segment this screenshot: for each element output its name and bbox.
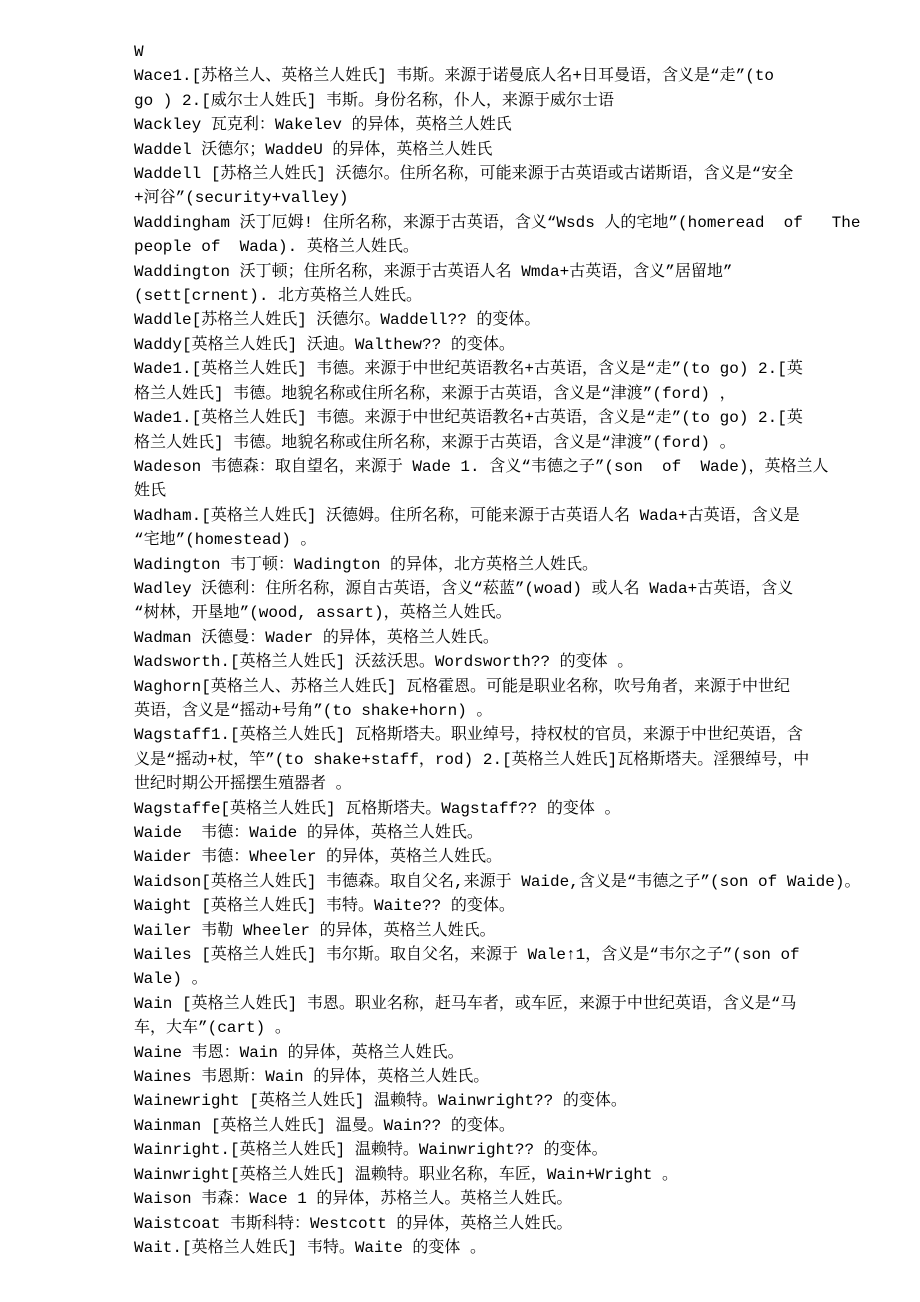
text-line: Wackley 瓦克利：Wakelev 的异体，英格兰人姓氏 bbox=[134, 116, 512, 135]
text-line: “树林，开垦地”(wood, assart)，英格兰人姓氏。 bbox=[134, 604, 512, 623]
text-line: Wale) 。 bbox=[134, 970, 208, 989]
text-line: Wain [英格兰人姓氏] 韦恩。职业名称，赶马车者，或车匠，来源于中世纪英语，含义是“马 bbox=[134, 994, 797, 1013]
text-line: Wait.[英格兰人姓氏] 韦特。Waite 的变体 。 bbox=[134, 1238, 487, 1257]
text-line: Waddingham 沃丁厄姆! 住所名称，来源于古英语，含义“Wsds 人的宅地”(homeread of The bbox=[134, 213, 861, 232]
surname-dictionary-text bbox=[134, 40, 861, 1260]
text-line: 英语，含义是“摇动+号角”(to shake+horn) 。 bbox=[134, 701, 493, 720]
text-line: 姓氏 bbox=[134, 482, 167, 501]
text-line: 义是“摇动+杖，竿”(to shake+staff，rod) 2.[英格兰人姓氏]瓦格斯塔夫。淫猥绰号，中 bbox=[134, 750, 810, 769]
text-line: Wainman [英格兰人姓氏] 温曼。Wain?? 的变体。 bbox=[134, 1116, 515, 1135]
text-line: go ) 2.[威尔士人姓氏] 韦斯。身份名称，仆人，来源于威尔士语 bbox=[134, 91, 615, 110]
text-line: Waistcoat 韦斯科特：Westcott 的异体，英格兰人姓氏。 bbox=[134, 1214, 573, 1233]
text-line: Wainewright [英格兰人姓氏] 温赖特。Wainwright?? 的变体。 bbox=[134, 1092, 627, 1111]
text-line: Waddy[英格兰人姓氏] 沃迪。Walthew?? 的变体。 bbox=[134, 335, 515, 354]
text-line: 格兰人姓氏] 韦德。地貌名称或住所名称，来源于古英语，含义是“津渡”(ford) 。 bbox=[134, 433, 736, 452]
text-line: Waison 韦森：Wace 1 的异体，苏格兰人。英格兰人姓氏。 bbox=[134, 1190, 573, 1209]
text-line: Wade1.[英格兰人姓氏] 韦德。来源于中世纪英语教名+古英语，含义是“走”(to go) 2.[英 bbox=[134, 360, 803, 379]
text-line: Wadham.[英格兰人姓氏] 沃德姆。住所名称，可能来源于古英语人名 Wada+古英语，含义是 bbox=[134, 506, 800, 525]
text-line: Wailer 韦勒 Wheeler 的异体，英格兰人姓氏。 bbox=[134, 921, 496, 940]
text-line: Waide 韦德：Waide 的异体，英格兰人姓氏。 bbox=[134, 824, 483, 842]
text-line: 车，大车”(cart) 。 bbox=[134, 1019, 291, 1038]
text-line: Waddell [苏格兰人姓氏] 沃德尔。住所名称，可能来源于古英语或古诺斯语，含义是“安全 bbox=[134, 165, 794, 184]
text-line: (sett[crnent). 北方英格兰人姓氏。 bbox=[134, 287, 423, 306]
text-line: Waddle[苏格兰人姓氏] 沃德尔。Waddell?? 的变体。 bbox=[134, 311, 541, 330]
text-line: Wadman 沃德曼：Wader 的异体，英格兰人姓氏。 bbox=[134, 628, 499, 647]
text-line: Wainwright[英格兰人姓氏] 温赖特。职业名称，车匠，Wain+Wright 。 bbox=[134, 1165, 679, 1184]
text-line: Wadington 韦丁顿：Wadington 的异体，北方英格兰人姓氏。 bbox=[134, 555, 599, 574]
text-line: Waidson[英格兰人姓氏] 韦德森。取自父名,来源于 Waide,含义是“韦德之子”(son of Waide)。 bbox=[134, 872, 861, 891]
text-line: Wailes [英格兰人姓氏] 韦尔斯。取自父名，来源于 Wale↑1，含义是“韦尔之子”(son of bbox=[134, 946, 800, 965]
text-line: Wagstaff1.[英格兰人姓氏] 瓦格斯塔夫。职业绰号，持权杖的官员，来源于中世纪英语，含 bbox=[134, 726, 803, 745]
text-line: Waddel 沃德尔；WaddeU 的异体，英格兰人姓氏 bbox=[134, 140, 493, 159]
section-letter: W bbox=[134, 43, 144, 61]
text-line: 世纪时期公开摇摆生殖器者 。 bbox=[134, 775, 352, 794]
text-line: Wade1.[英格兰人姓氏] 韦德。来源于中世纪英语教名+古英语，含义是“走”(to go) 2.[英 bbox=[134, 409, 803, 428]
text-line: Wagstaffe[英格兰人姓氏] 瓦格斯塔夫。Wagstaff?? 的变体 。 bbox=[134, 799, 621, 818]
text-line: Wadeson 韦德森：取自望名，来源于 Wade 1. 含义“韦德之子”(son of Wade)，英格兰人 bbox=[134, 457, 829, 476]
text-line: Waines 韦恩斯：Wain 的异体，英格兰人姓氏。 bbox=[134, 1068, 490, 1087]
text-line: Waddington 沃丁顿；住所名称，来源于古英语人名 Wmda+古英语，含义”居留地” bbox=[134, 262, 733, 281]
text-line: Waine 韦恩：Wain 的异体，英格兰人姓氏。 bbox=[134, 1043, 464, 1062]
text-line: Wadsworth.[英格兰人姓氏] 沃兹沃思。Wordsworth?? 的变体 。 bbox=[134, 653, 634, 672]
text-line: people of Wada). 英格兰人姓氏。 bbox=[134, 238, 419, 257]
text-line: +河谷”(security+valley) bbox=[134, 189, 349, 208]
text-line: Waider 韦德：Wheeler 的异体，英格兰人姓氏。 bbox=[134, 848, 503, 867]
text-line: Waghorn[英格兰人、苏格兰人姓氏] 瓦格霍恩。可能是职业名称，吹号角者，来源于中世纪 bbox=[134, 677, 791, 696]
text-line: 格兰人姓氏] 韦德。地貌名称或住所名称，来源于古英语，含义是“津渡”(ford) ， bbox=[134, 384, 736, 403]
text-line: Waight [英格兰人姓氏] 韦特。Waite?? 的变体。 bbox=[134, 897, 515, 916]
text-line: “宅地”(homestead) 。 bbox=[134, 531, 317, 550]
text-line: Wadley 沃德利：住所名称，源自古英语，含义“菘蓝”(woad) 或人名 Wada+古英语，含义 bbox=[134, 579, 794, 598]
text-line: Wainright.[英格兰人姓氏] 温赖特。Wainwright?? 的变体。 bbox=[134, 1141, 608, 1160]
text-line: Wace1.[苏格兰人、英格兰人姓氏] 韦斯。来源于诺曼底人名+日耳曼语，含义是“走”(to bbox=[134, 67, 775, 86]
